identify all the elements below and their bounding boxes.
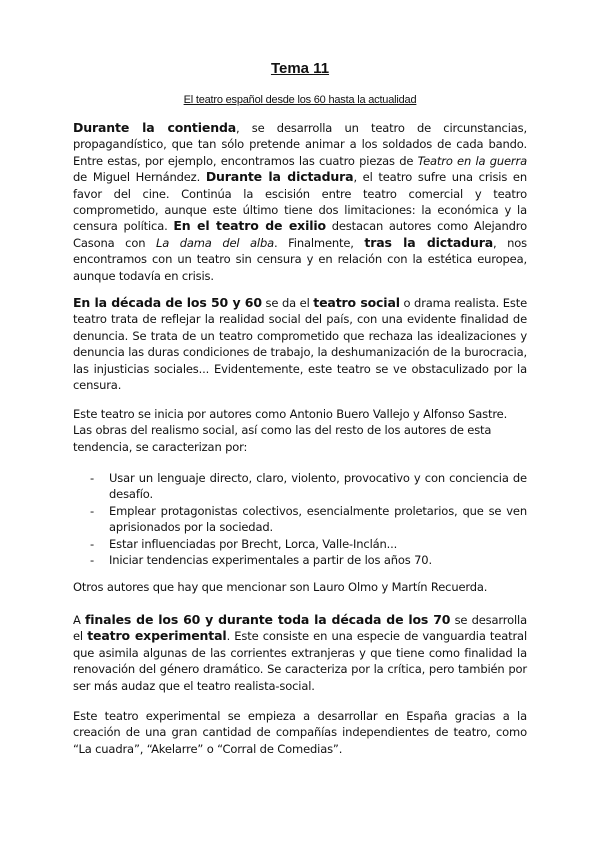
text-companias: Este teatro experimental se empieza a desarrollar en España gracias a la creación de una gran cantidad de compañías independientes de teatro, como “La cuadra”, “Akelarre” o “Corral de Comedias”. <box>73 709 527 756</box>
list-item: - Usar un lenguaje directo, claro, violento, provocativo y con conciencia de desafío. <box>73 470 527 503</box>
page-subtitle: El teatro español desde los 60 hasta la actualidad <box>183 94 417 106</box>
text-span: se desarrolla el <box>73 613 527 644</box>
bold-teatro-experimental: teatro experimental <box>87 628 227 644</box>
paragraph-contienda <box>73 120 527 284</box>
paragraph-companias <box>73 708 527 757</box>
text-span: , nos encontramos con un teatro sin censura y en relación con la estética europea, aunque todavía en crisis. <box>73 235 527 283</box>
characteristics-list <box>73 470 527 568</box>
bold-teatro-exilio: En el teatro de exilio <box>173 218 326 234</box>
list-item: - Estar influenciadas por Brecht, Lorca, Valle-Inclán... <box>73 536 527 552</box>
list-item: - Emplear protagonistas colectivos, esencialmente proletarios, que se ven aprisionados por la sociedad. <box>73 503 527 536</box>
text-span: se da el <box>261 296 314 310</box>
text-span: o drama realista. Este teatro trata de reflejar la realidad social del país, con una evidente finalidad de denuncia. Se trata de un teatro comprometido que rechaza las idealizaciones y denuncia las duras condiciones de trabajo, la deshumanización de la burocracia, las injusticias sociales... Evidentemente, este teatro se ve obstaculizado por la censura. <box>73 296 527 393</box>
italic-teatro-guerra: Teatro en la guerra <box>417 153 527 168</box>
text-otros-autores: Otros autores que hay que mencionar son Lauro Olmo y Martín Recuerda. <box>73 580 488 594</box>
bold-durante-dictadura: Durante la dictadura <box>205 169 354 185</box>
italic-dama-alba: La dama del alba <box>155 235 275 250</box>
bold-decada-50-60: En la década de los 50 y 60 <box>73 295 262 310</box>
text-span: de Miguel Hernández. <box>73 170 206 185</box>
text-span: . Este consiste en una especie de vanguardia teatral que asimila algunas de las corrientes extranjeras y que tiene como finalidad la renovación del género dramático. Se caracteriza por la crítica, pero también por ser más audaz que el teatro realista-social. <box>73 629 527 693</box>
page-title: Tema 11 <box>270 60 330 77</box>
text-span: destacan autores como Alejandro Casona con <box>73 219 527 250</box>
bold-tras-dictadura: tras la dictadura <box>364 234 494 250</box>
bold-durante-contienda: Durante la contienda <box>73 120 237 135</box>
text-span: . Finalmente, <box>274 235 365 250</box>
paragraph-autores <box>73 406 527 455</box>
paragraph-teatro-social <box>73 295 527 393</box>
text-autores: Este teatro se inicia por autores como Antonio Buero Vallejo y Alfonso Sastre. Las obras del realismo social, así como las del resto de los autores de esta tendencia, se caracterizan por: <box>73 407 508 454</box>
bold-teatro-social: teatro social <box>313 295 400 310</box>
bold-finales-60: finales de los 60 y durante toda la década de los 70 <box>85 612 451 627</box>
text-span: A <box>73 613 85 627</box>
paragraph-teatro-experimental <box>73 612 527 694</box>
text-span: , se desarrolla un teatro de circunstancias, propagandístico, que tan sólo pretende animar a los soldados de cada bando. Entre estas, por ejemplo, encontramos las cuatro piezas de <box>73 121 527 168</box>
paragraph-otros-autores <box>73 579 527 595</box>
list-item: - Iniciar tendencias experimentales a partir de los años 70. <box>73 552 527 568</box>
text-span: , el teatro sufre una crisis en favor del cine. Continúa la escisión entre teatro comercial y teatro comprometido, aunque este último tiene dos limitaciones: la económica y la censura política. <box>73 170 527 234</box>
